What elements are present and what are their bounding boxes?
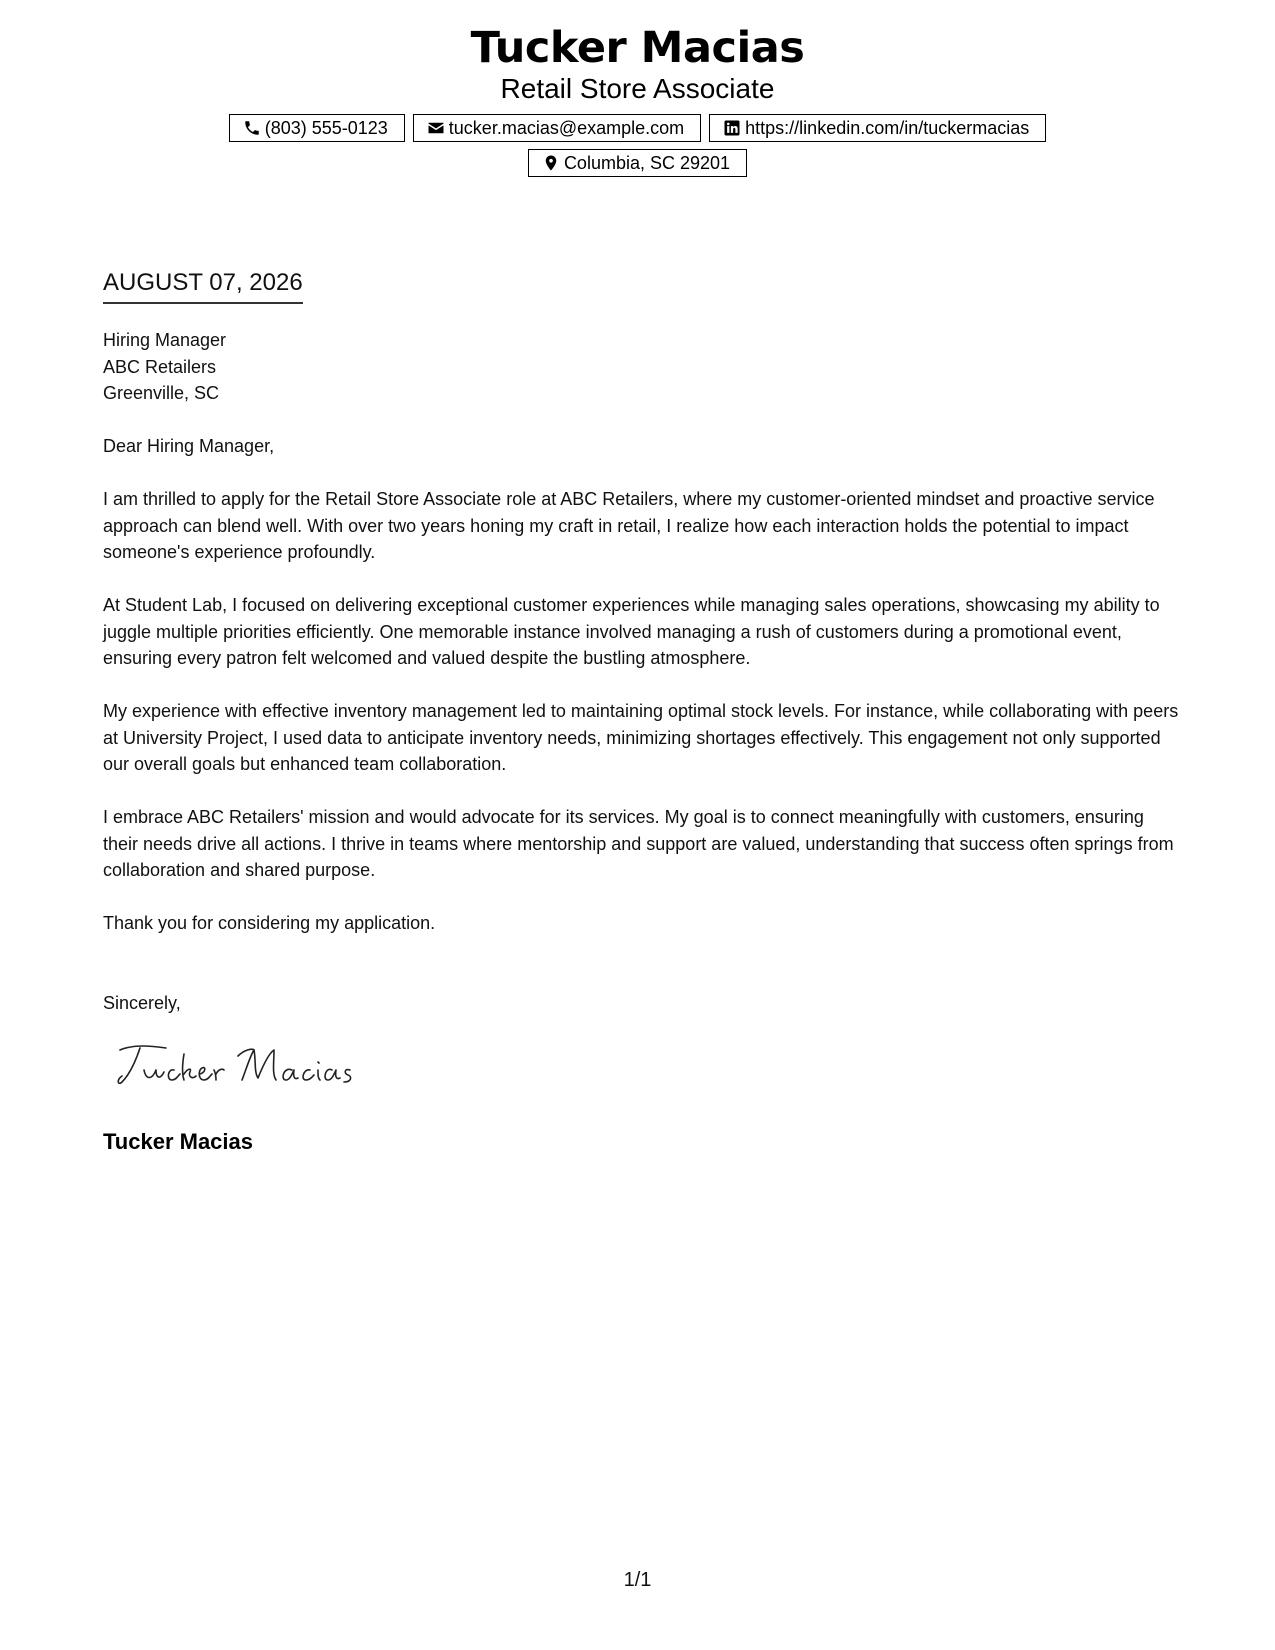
salutation: Dear Hiring Manager, xyxy=(103,436,275,456)
contact-row-location xyxy=(0,149,1275,177)
map-pin-icon xyxy=(541,153,561,173)
email-contact[interactable] xyxy=(413,114,701,142)
recipient-line: Hiring Manager xyxy=(103,330,227,350)
location-contact xyxy=(528,149,747,177)
envelope-icon xyxy=(426,118,446,138)
location-text: Columbia, SC 29201 xyxy=(563,152,731,173)
linkedin-contact[interactable] xyxy=(709,114,1046,142)
paragraph: Thank you for considering my application. xyxy=(103,913,436,933)
paragraph: I am thrilled to apply for the Retail Store Associate role at ABC Retailers, where my customer-oriented mindset and proactive service approach can blend well. With over two years honing my craft in retail, I realize how each interaction holds the potential to impact someone's experience profoundly. xyxy=(103,489,1155,562)
paragraph: At Student Lab, I focused on delivering exceptional customer experiences while managing sales operations, showcasing my ability to juggle multiple priorities efficiently. One memorable instance involved managing a rush of customers during a promotional event, ensuring every patron felt welcomed and valued despite the bustling atmosphere. xyxy=(103,595,1160,668)
signer-name: Tucker Macias xyxy=(103,1129,254,1154)
page-number: 1/1 xyxy=(623,1569,652,1591)
applicant-name: Tucker Macias xyxy=(470,23,805,73)
letter-body xyxy=(103,327,1183,937)
linkedin-icon xyxy=(722,118,742,138)
phone-icon xyxy=(242,118,262,138)
email-text: tucker.macias@example.com xyxy=(448,117,685,138)
handwritten-signature xyxy=(114,1040,354,1090)
phone-contact[interactable] xyxy=(229,114,405,142)
contact-row xyxy=(0,114,1275,142)
recipient-line: Greenville, SC xyxy=(103,383,220,403)
applicant-role: Retail Store Associate xyxy=(500,73,775,104)
paragraph: My experience with effective inventory management led to maintaining optimal stock levels. For instance, while collaborating with peers at University Project, I used data to anticipate inventory needs, minimizing shortages effectively. This engagement not only supported our overall goals but enhanced team collaboration. xyxy=(103,701,1179,774)
letter-header xyxy=(0,22,1275,177)
recipient-block xyxy=(103,327,1183,407)
letter-date: AUGUST 07, 2026 xyxy=(103,268,303,304)
signature-image xyxy=(114,1040,354,1090)
closing: Sincerely, xyxy=(103,993,181,1013)
phone-text: (803) 555-0123 xyxy=(264,117,388,138)
recipient-line: ABC Retailers xyxy=(103,356,217,377)
paragraph: I embrace ABC Retailers' mission and would advocate for its services. My goal is to connect meaningfully with customers, ensuring their needs drive all actions. I thrive in teams where mentorship and support are valued, understanding that success often springs from collaboration and shared purpose. xyxy=(103,807,1174,880)
linkedin-text: https://linkedin.com/in/tuckermacias xyxy=(745,117,1030,138)
